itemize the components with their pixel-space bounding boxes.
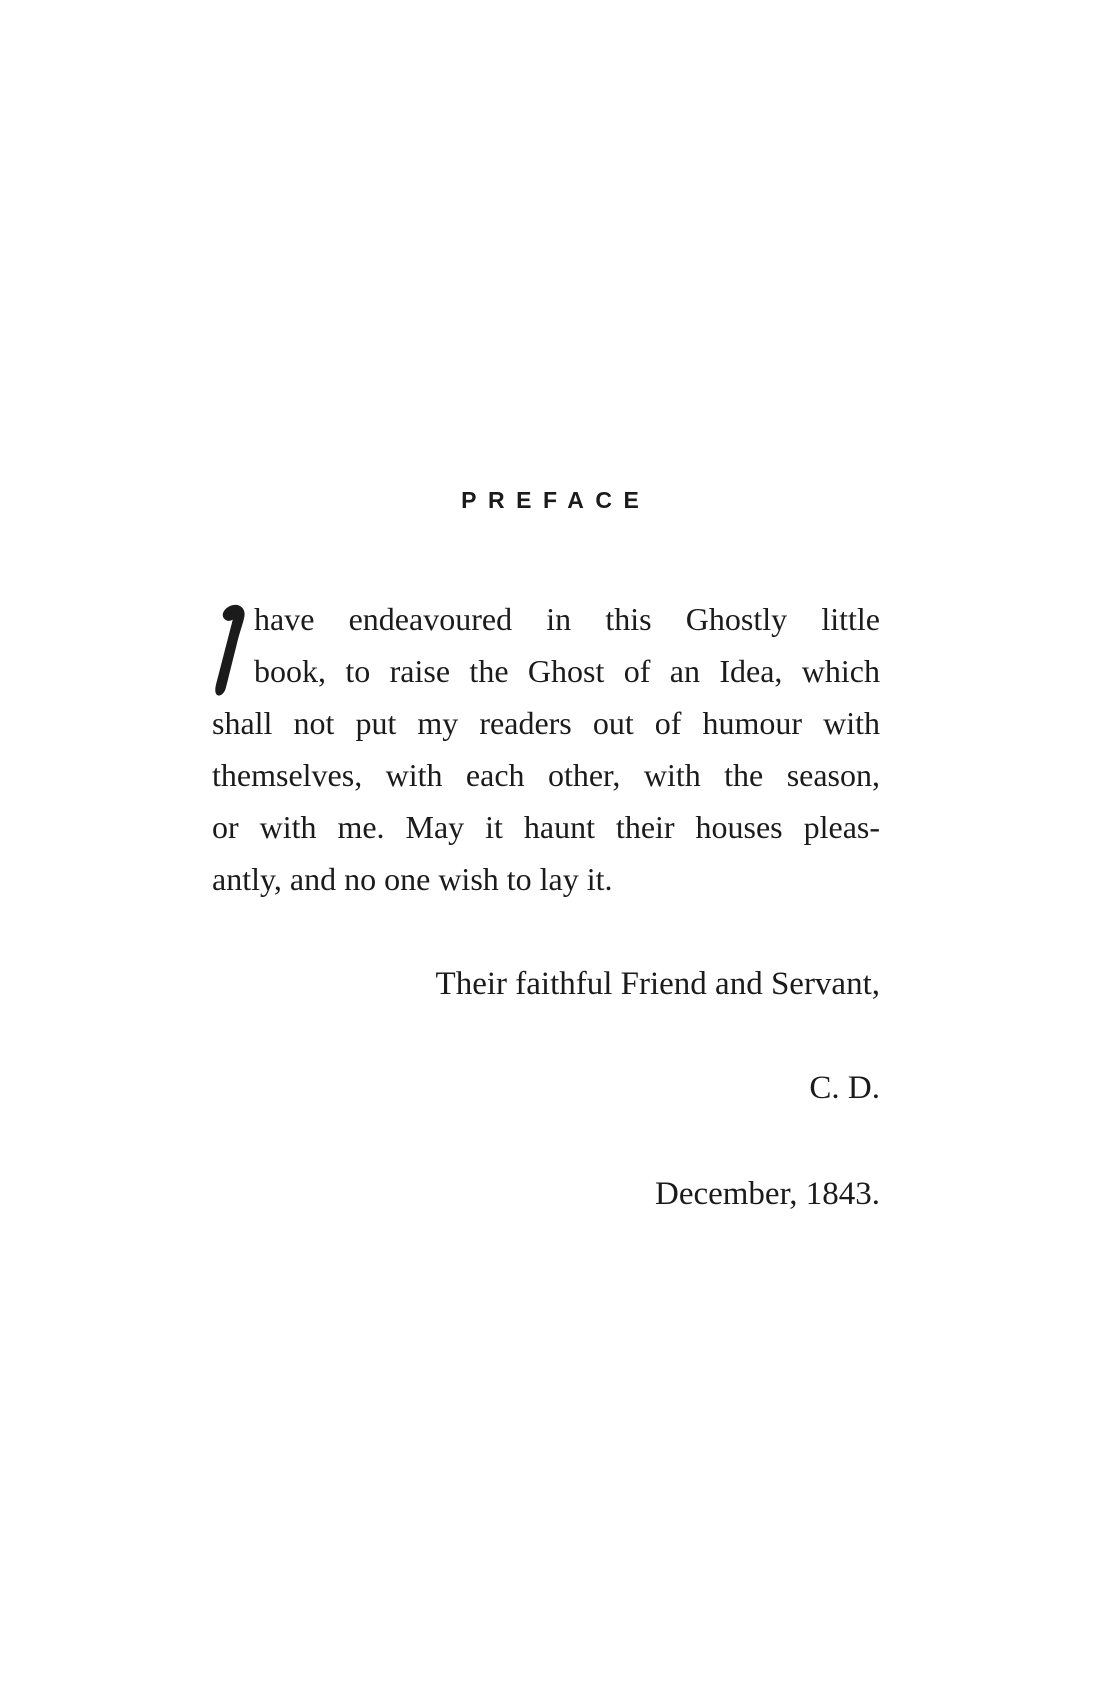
drop-cap <box>212 593 254 697</box>
paragraph-line: book, to raise the Ghost of an Idea, which <box>254 653 880 689</box>
drop-cap-letter <box>212 593 213 594</box>
paragraph-line: antly, and no one wish to lay it. <box>212 861 613 897</box>
preface-heading: PREFACE <box>461 487 651 513</box>
paragraph-line: have endeavoured in this Ghostly little <box>254 601 880 637</box>
paragraph-line: themselves, with each other, with the season, <box>212 757 880 793</box>
paragraph-line: or with me. May it haunt their houses pleas- <box>212 809 880 845</box>
signoff-initials: C. D. <box>809 1070 880 1106</box>
drop-cap-letter-i-glyph <box>212 603 248 699</box>
signoff-date: December, 1843. <box>654 1176 880 1212</box>
preface-paragraph <box>212 593 880 905</box>
signoff-closing: Their faithful Friend and Servant, <box>435 966 880 1002</box>
paragraph-line: shall not put my readers out of humour with <box>212 705 880 741</box>
